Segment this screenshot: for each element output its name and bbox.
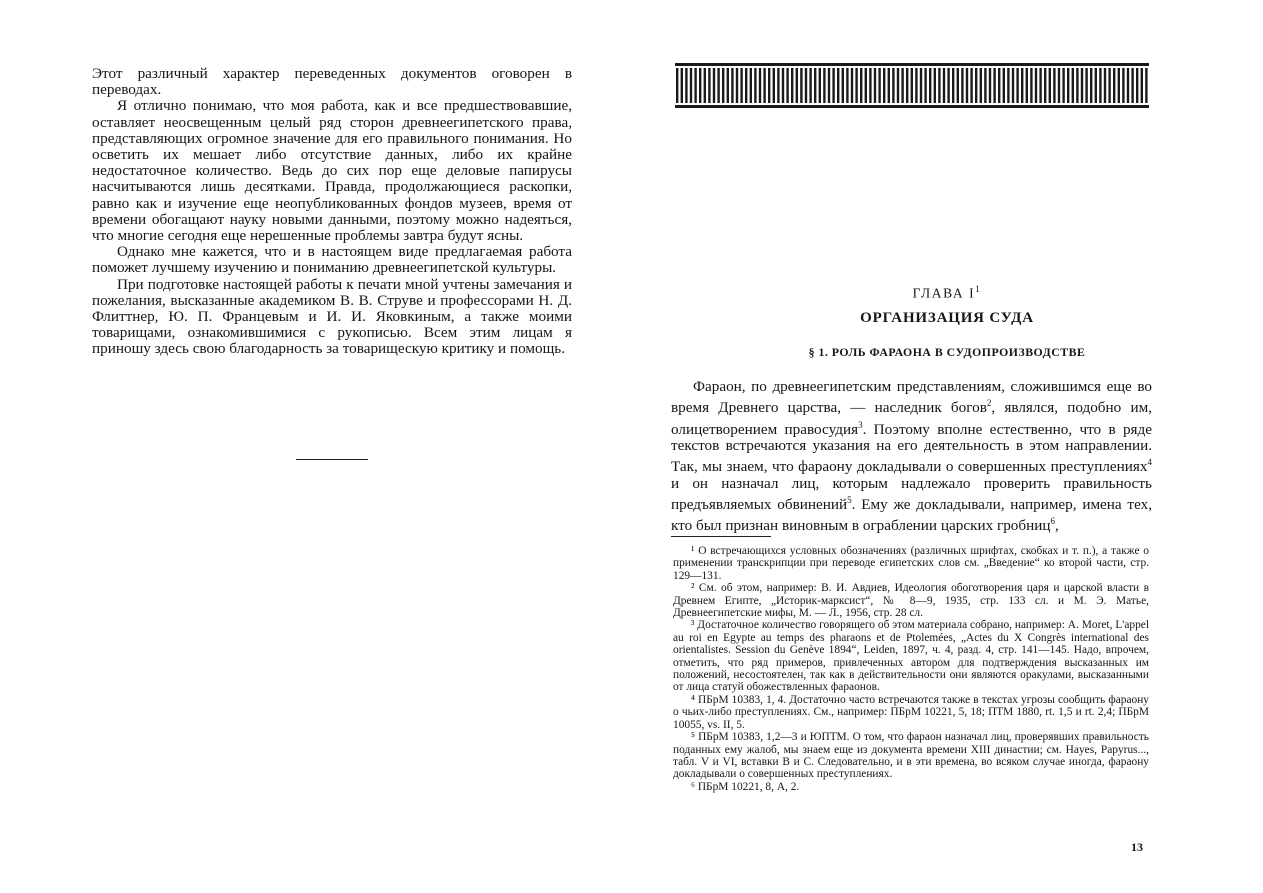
paragraph: Я отлично понимаю, что моя работа, как и все предшествовавшие, оставляет неосвещенным целый ряд сторон древнеегипетского права, представляющих огромное значение для его правильного понимания. Но осветить их мешает либо отсутствие данных, либо их крайне недостаточное количество. Ведь до сих пор еще деловые папирусы насчитываются лишь десятками. Правда, продолжающиеся раскопки, равно как и изучение еще неопубликованных фондов музеев, время от времени обогащают науку новыми данными, поэтому можно надеяться, что многие сегодня еще нерешенные проблемы завтра будут ясны. (92, 97, 572, 245)
ornament-bar (809, 68, 811, 103)
ornament-bar (1007, 68, 1009, 103)
ornament-bar (1136, 68, 1138, 103)
ornament-bar (736, 68, 738, 103)
chapter-label-note: 1 (975, 284, 982, 294)
ornament-bar (961, 68, 963, 103)
ornament-bar (1035, 68, 1037, 103)
paragraph: При подготовке настоящей работы к печати мной учтены замечания и пожелания, высказанные академиком В. В. Струве и профессорами Н. Д. Флиттнер, Ю. П. Францевым и И. И. Яковкиным, а также моими товарищами, ознакомившимися с рукописью. Всем этим лицам я приношу здесь свою благодарность за товарищескую критику и помощь. (92, 275, 572, 358)
body-text (671, 379, 1152, 535)
ornament-bar (694, 68, 696, 103)
ornament-bar (805, 68, 807, 103)
ornament-bar (980, 68, 982, 103)
ornament-bar (717, 68, 719, 103)
ornament-bar (1145, 68, 1147, 103)
ornament-bar (1095, 68, 1097, 103)
ornament-bar (943, 68, 945, 103)
ornament-bar (708, 68, 710, 103)
footnote: ³ Достаточное количество говорящего об этом материала собрано, например: A. Moret, L'appel au roi en Egypte au temps des pharaons et de Ptolemées, „Actes du X Congrès international des orientalistes. Session du Genève 1894“, Leiden, 1897, ч. 4, разд. 4, стр. 141—145. Надо, впрочем, отметить, что ряд примеров, привлеченных автором для подтверждения высказанных им положений, несостоятелен, так как в действительности они являются оракулами, высказанными от лица статуй обожествленных фараонов. (673, 619, 1149, 694)
ornament-bar (1108, 68, 1110, 103)
ornament-bar (1131, 68, 1133, 103)
ornament-bar (768, 68, 770, 103)
ornament-bar (681, 68, 683, 103)
ornament-bar (855, 68, 857, 103)
ornament-bar (869, 68, 871, 103)
ornament-bar (727, 68, 729, 103)
ornament-bar (998, 68, 1000, 103)
ornament-bar (1044, 68, 1046, 103)
ornament-bar (1081, 68, 1083, 103)
ornament-bar (832, 68, 834, 103)
paragraph: Этот различный характер переведенных документов оговорен в переводах. (92, 65, 572, 99)
ornament-bar (911, 68, 913, 103)
ornament-bar (915, 68, 917, 103)
ornament-bar (1099, 68, 1101, 103)
footnotes (673, 545, 1149, 793)
ornament-bar (865, 68, 867, 103)
ornament-bar (874, 68, 876, 103)
ornament-bar (837, 68, 839, 103)
ornament-bar (929, 68, 931, 103)
ornament-bar (1016, 68, 1018, 103)
ornament-bar (722, 68, 724, 103)
ornament-bar (773, 68, 775, 103)
ornament-bar (828, 68, 830, 103)
ornament-bar (901, 68, 903, 103)
ornament-bar (975, 68, 977, 103)
ornament-bar (823, 68, 825, 103)
ornament-bar (690, 68, 692, 103)
ornament-bar (892, 68, 894, 103)
ornament-bar (1012, 68, 1014, 103)
ornament-bar (878, 68, 880, 103)
ornament-bar (897, 68, 899, 103)
left-page (0, 0, 631, 893)
ornament-bar (1072, 68, 1074, 103)
footnote-rule (671, 536, 771, 537)
ornament-bar (763, 68, 765, 103)
page-number: 13 (1131, 840, 1143, 854)
footnote: ⁵ ПБрМ 10383, 1,2—3 и ЮПТМ. О том, что фараон назначал лиц, проверявших правильность поданных ему жалоб, мы знаем еще из документа времени XIII династии; см. Hayes, Papyrus..., табл. V и VI, вставки B и C. Следовательно, и в эти времена, во всяком случае иногда, фараону докладывали о совершенных преступлениях. (673, 731, 1149, 781)
ornament-bar (676, 68, 678, 103)
ornament-bar (966, 68, 968, 103)
ornament-bar (1021, 68, 1023, 103)
ornament-bar (1049, 68, 1051, 103)
ornament-bar (938, 68, 940, 103)
ornament-bar (993, 68, 995, 103)
paragraph: Однако мне кажется, что и в настоящем виде предлагаемая работа поможет лучшему изучению и пониманию древнеегипетской культуры. (92, 243, 572, 277)
ornament-bar (906, 68, 908, 103)
ornament-bar (1062, 68, 1064, 103)
section-title: § 1. РОЛЬ ФАРАОНА В СУДОПРОИЗВОДСТВЕ (808, 345, 1086, 359)
ornament-bar (814, 68, 816, 103)
ornament-bar (984, 68, 986, 103)
ornament-bar (699, 68, 701, 103)
ornament-bar (970, 68, 972, 103)
ornament-bar (920, 68, 922, 103)
chapter-title: ОРГАНИЗАЦИЯ СУДА (860, 310, 1034, 326)
ornament-bar (782, 68, 784, 103)
footnote: ¹ О встречающихся условных обозначениях (различных шрифтах, скобках и т. п.), а также о применении транскрипции при переводе египетских слов см. „Введение“ ко второй части, стр. 129—131. (673, 545, 1149, 582)
ornament-bar (1090, 68, 1092, 103)
ornament-bar (1113, 68, 1115, 103)
ornament-bar (1003, 68, 1005, 103)
ornament-bar (846, 68, 848, 103)
ornament-bar (860, 68, 862, 103)
ornament-bar (934, 68, 936, 103)
ornament-bar (685, 68, 687, 103)
header-ornament (675, 63, 1149, 110)
body-paragraph: Фараон, по древнеегипетским представлениям, сложившимся еще во время Древнего царства, — наследник богов$^2$, являлся, подобно им, олицетворением правосудия$^3$. Поэтому вполне естественно, что в ряде текстов встречаются указания на его деятельность в этом направлении. Так, мы знаем, что фараону докладывали о совершенных преступлениях$^4$ и он назначал лиц, которым надлежало проверить правильность предъявляемых обвинений$^5$. Ему же докладывали, например, имена тех, кто был признан виновным в ограблении царских гробниц$^6$, (671, 378, 1153, 535)
ornament-bar (888, 68, 890, 103)
ornament-bar (1122, 68, 1124, 103)
right-page (631, 0, 1263, 893)
ornament-bar (957, 68, 959, 103)
ornament-bar (791, 68, 793, 103)
ornament-bar (819, 68, 821, 103)
ornament-bar (745, 68, 747, 103)
ornament-bar (1118, 68, 1120, 103)
footnote: ⁴ ПБрМ 10383, 1, 4. Достаточно часто встречаются также в текстах угрозы сообщить фараону о чьих-либо преступлениях. См., например: ПБрМ 10221, 5, 18; ПТМ 1880, rt. 1,5 и rt. 2,4; ПБрМ 10055, vs. II, 5. (673, 693, 1149, 731)
ornament-bar (777, 68, 779, 103)
ornament-bar (786, 68, 788, 103)
ornament-bar (1053, 68, 1055, 103)
ornament-bar (754, 68, 756, 103)
ornament-bar (796, 68, 798, 103)
ornament-bar (924, 68, 926, 103)
ornament-bar (1104, 68, 1106, 103)
ornament-bar (851, 68, 853, 103)
ornament-bar (952, 68, 954, 103)
footnote: ² См. об этом, например: В. И. Авдиев, Идеология обоготворения царя и царской власти в Древнем Египте, „Историк-марксист“, № 8—9, 1935, стр. 133 сл. и М. Э. Матье, Древнеегипетские мифы, М. — Л., 1956, стр. 28 сл. (673, 582, 1149, 620)
chapter-label: ГЛАВА $I^1$ (912, 284, 982, 301)
ornament-bar (713, 68, 715, 103)
ornament-bar (759, 68, 761, 103)
footnote: ⁶ ПБрМ 10221, 8, А, 2. (691, 780, 800, 793)
ornament-bar (883, 68, 885, 103)
ornament-bar (704, 68, 706, 103)
ornament-bar (1067, 68, 1069, 103)
ornament-bar (1039, 68, 1041, 103)
ornament-bar (740, 68, 742, 103)
ornament-bar (800, 68, 802, 103)
ornament-bar (947, 68, 949, 103)
section-end-rule (296, 459, 368, 460)
ornament-bar (750, 68, 752, 103)
left-page-text (92, 66, 572, 358)
ornament-bar (842, 68, 844, 103)
ornament-bar (731, 68, 733, 103)
ornament-bar (1058, 68, 1060, 103)
ornament-bar (1141, 68, 1143, 103)
ornament-bar (1030, 68, 1032, 103)
ornament-bar (1076, 68, 1078, 103)
ornament-bar (989, 68, 991, 103)
ornament-bar (1085, 68, 1087, 103)
ornament-bar (1026, 68, 1028, 103)
ornament-bar (1127, 68, 1129, 103)
